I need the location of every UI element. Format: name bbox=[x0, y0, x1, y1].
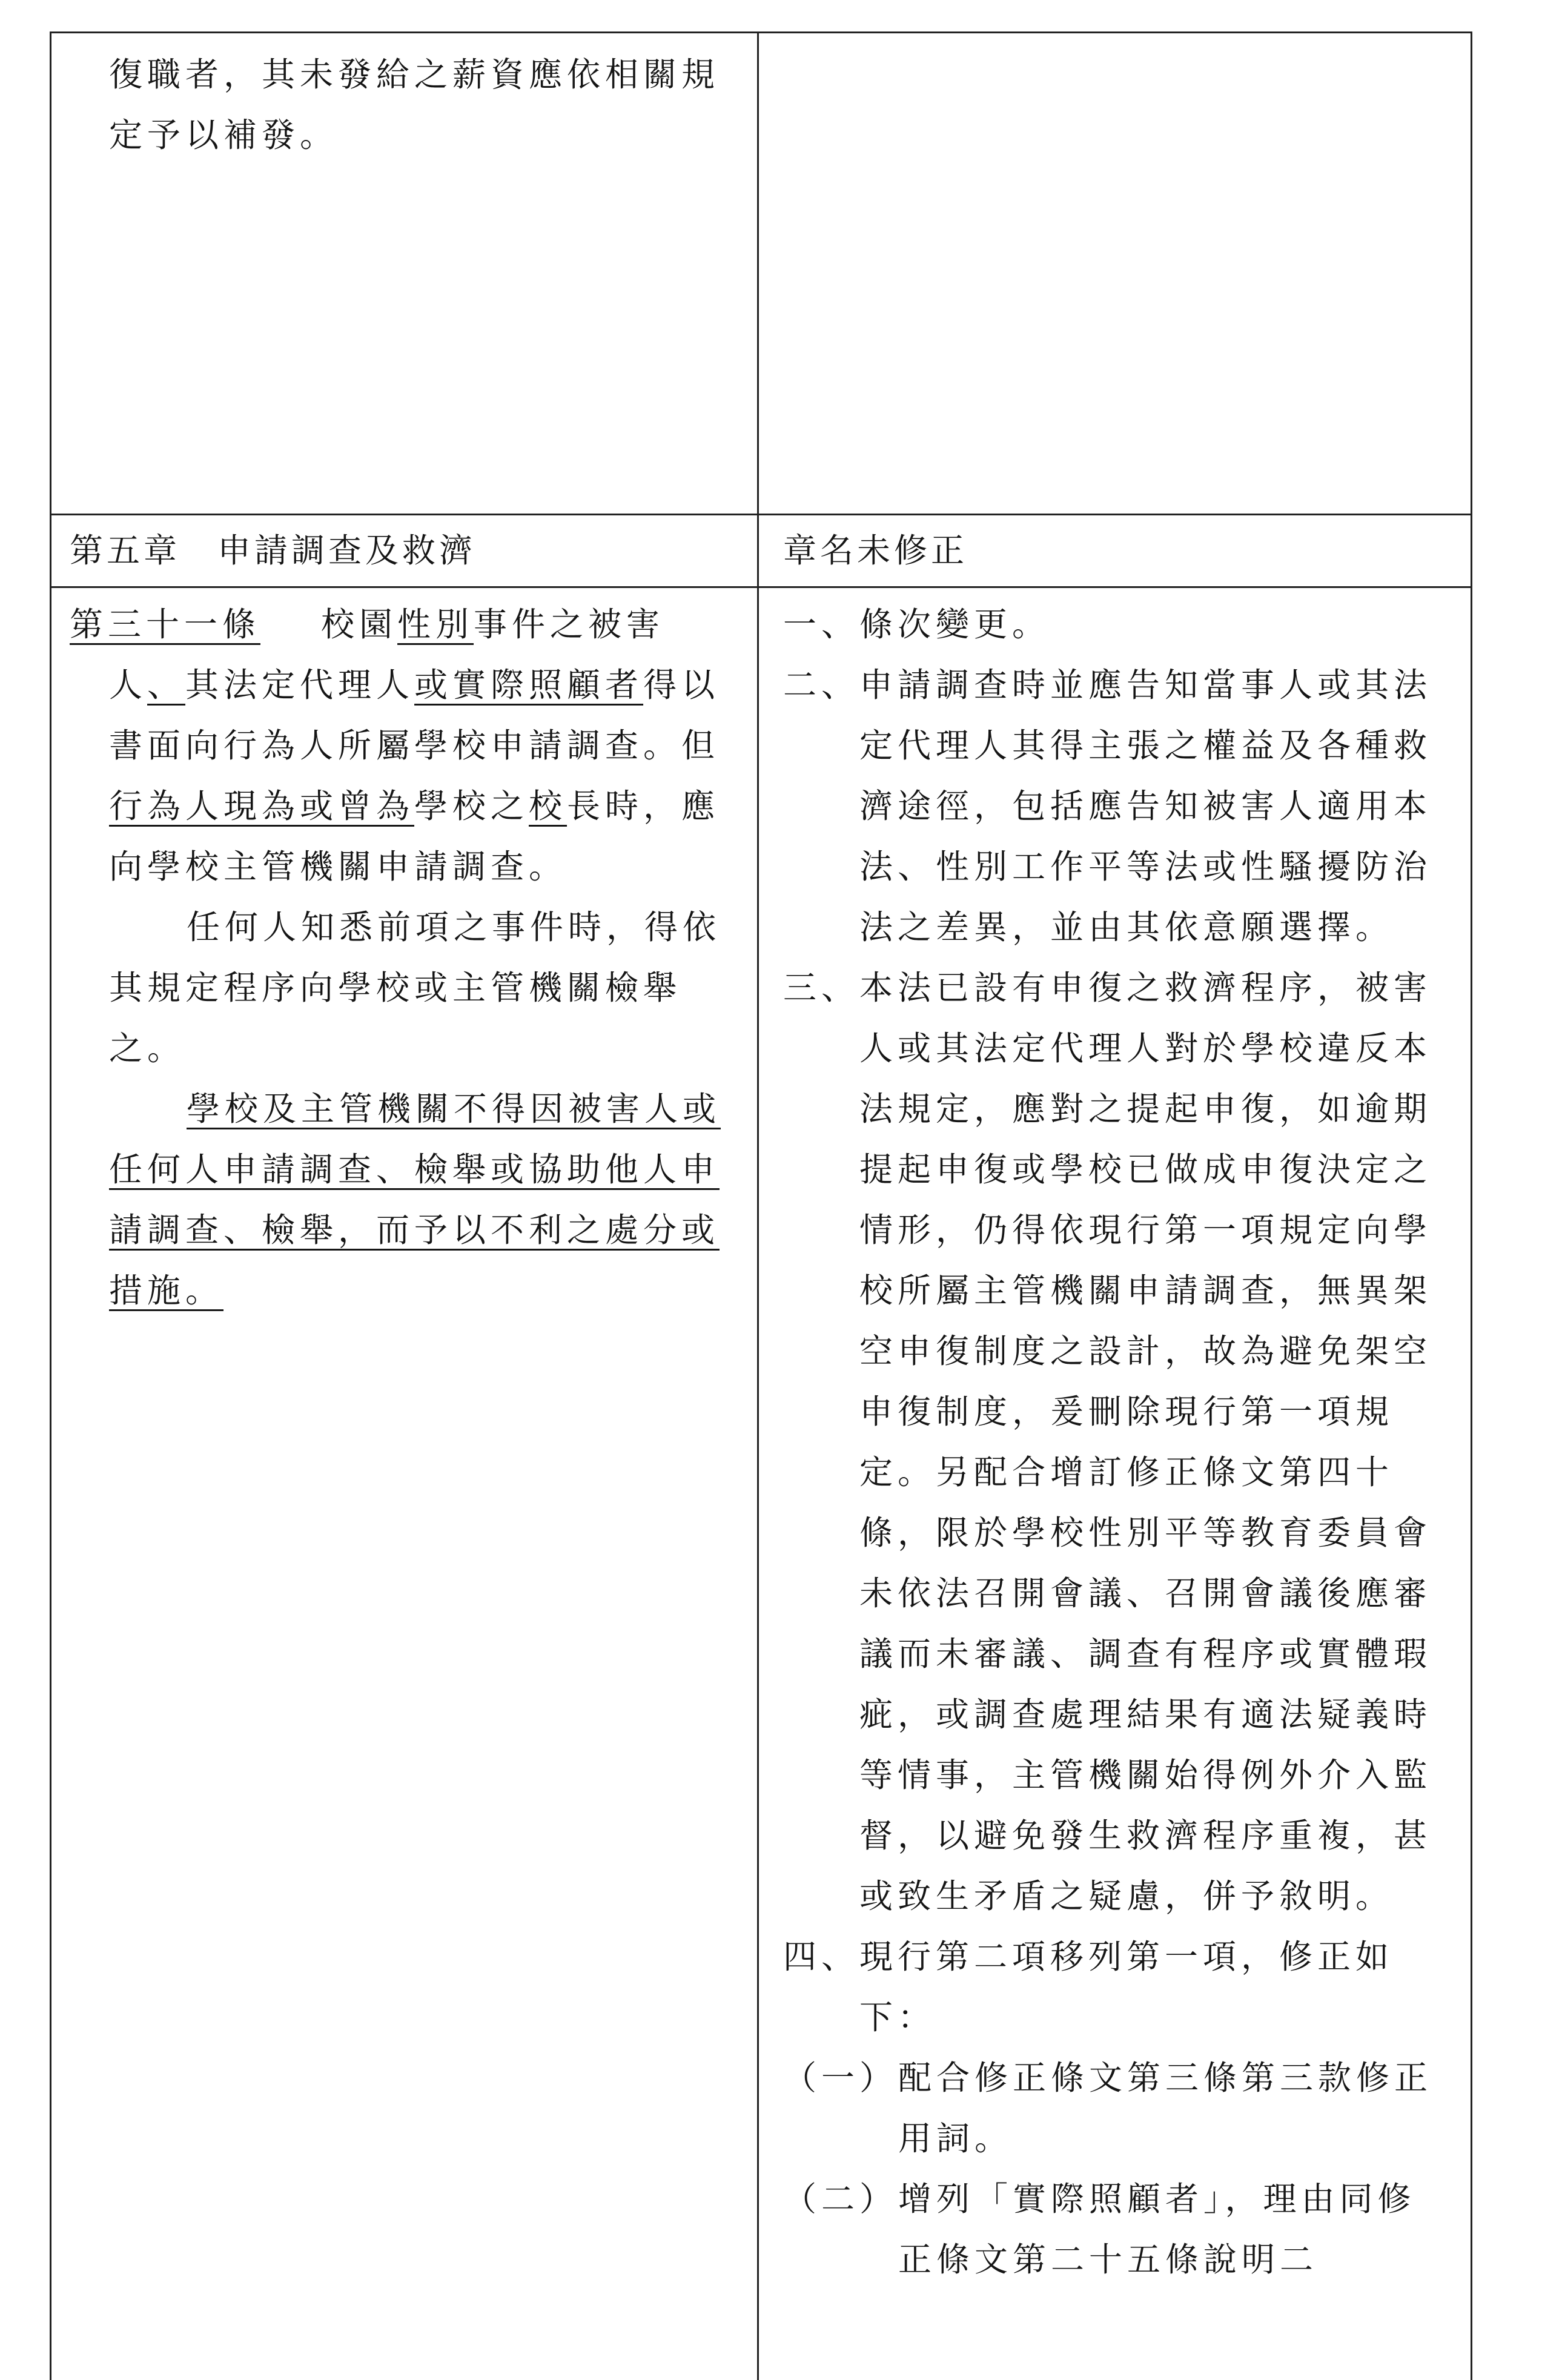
chapter-right-cell bbox=[759, 515, 1471, 586]
subitem-1-text: 配合修正條文第三條第三款修正用詞。 bbox=[898, 2058, 1433, 2158]
p1-t5: 其法定代理人 bbox=[185, 666, 415, 704]
explanation-item-3 bbox=[783, 957, 1449, 1926]
article-paragraph-1 bbox=[70, 594, 740, 897]
subitem-2-text: 增列「實際照顧者」，理由同修正條文第二十五條說明二 bbox=[898, 2180, 1416, 2279]
subitem-2-label: （二） bbox=[783, 2180, 898, 2218]
p1-t2: 性別 bbox=[397, 605, 474, 644]
item-1-text: 條次變更。 bbox=[859, 605, 1051, 644]
p2-text: 任何人知悉前項之事件時，得依其規定程序向學校或主管機關檢舉之。 bbox=[109, 908, 721, 1068]
explanation-item-2 bbox=[783, 655, 1449, 957]
p1-t11: 長時，應向學校主管機關申請調查。 bbox=[109, 787, 720, 886]
row1-right-cell bbox=[759, 33, 1471, 514]
chapter-left-cell bbox=[51, 515, 757, 586]
table-border-right bbox=[1471, 31, 1472, 2380]
article-cell bbox=[51, 588, 757, 2380]
explanation-item-4 bbox=[783, 1926, 1449, 2048]
chapter-note: 章名未修正 bbox=[783, 531, 968, 570]
p1-t6: 或實際照顧者 bbox=[414, 666, 644, 704]
item-2-label: 二、 bbox=[783, 666, 860, 704]
article-paragraph-2 bbox=[70, 897, 740, 1079]
p1-t7: 得以書面向行為人所屬學校申請調查。但 bbox=[109, 666, 720, 765]
p3-text: 學校及主管機關不得因被害人或任何人申請調查、檢舉或協助他人申請調查、檢舉，而予以不利之處分或措施。 bbox=[109, 1089, 721, 1310]
explanation-subitem-2 bbox=[783, 2169, 1449, 2290]
item-3-text: 本法已設有申復之救濟程序，被害人或其法定代理人對於學校違反本法規定，應對之提起申復，如逾期提起申復或學校已做成申復決定之情形，仍得依現行第一項規定向學校所屬主管機關申請調查，無異架空申復制度之設計，故為避免架空申復制度，爰刪除現行第一項規定。另配合增訂修正條文第四十條，限於學校性別平等教育委員會未依法召開會議、召開會議後應審議而未審議、調查有程序或實體瑕疵，或調查處理結果有適法疑義時等情事，主管機關始得例外介入監督，以避免發生救濟程序重複，甚或致生矛盾之疑慮，併予敘明。 bbox=[859, 968, 1432, 1916]
explanation-cell bbox=[759, 588, 1471, 2380]
row1-left-cell bbox=[51, 33, 757, 514]
article-paragraph-3 bbox=[70, 1079, 740, 1321]
p1-t8: 行為人現為或曾為 bbox=[109, 787, 415, 825]
subitem-1-label: （一） bbox=[783, 2058, 898, 2097]
item-4-label: 四、 bbox=[783, 1937, 860, 1976]
item-4-text: 現行第二項移列第一項，修正如下： bbox=[859, 1937, 1394, 2037]
chapter-title: 第五章 申請調查及救濟 bbox=[70, 531, 477, 570]
p1-t1: 校園 bbox=[321, 605, 398, 644]
item-3-label: 三、 bbox=[783, 968, 860, 1007]
explanation-subitem-1 bbox=[783, 2048, 1449, 2169]
item-2-text: 申請調查時並應告知當事人或其法定代理人其得主張之權益及各種救濟途徑，包括應告知被害人適用本法、性別工作平等法或性騷擾防治法之差異，並由其依意願選擇。 bbox=[859, 666, 1432, 947]
p1-t9: 學校之 bbox=[414, 787, 529, 825]
continued-text: 復職者，其未發給之薪資應依相關規定予以補發。 bbox=[109, 55, 720, 154]
explanation-item-1 bbox=[783, 594, 1449, 655]
item-1-label: 一、 bbox=[783, 605, 860, 644]
p1-t3: 事件之被害人 bbox=[109, 605, 665, 704]
p1-t10: 校 bbox=[529, 787, 567, 825]
article-number: 第三十一條 bbox=[70, 605, 261, 644]
p1-t4: 、 bbox=[147, 666, 186, 704]
